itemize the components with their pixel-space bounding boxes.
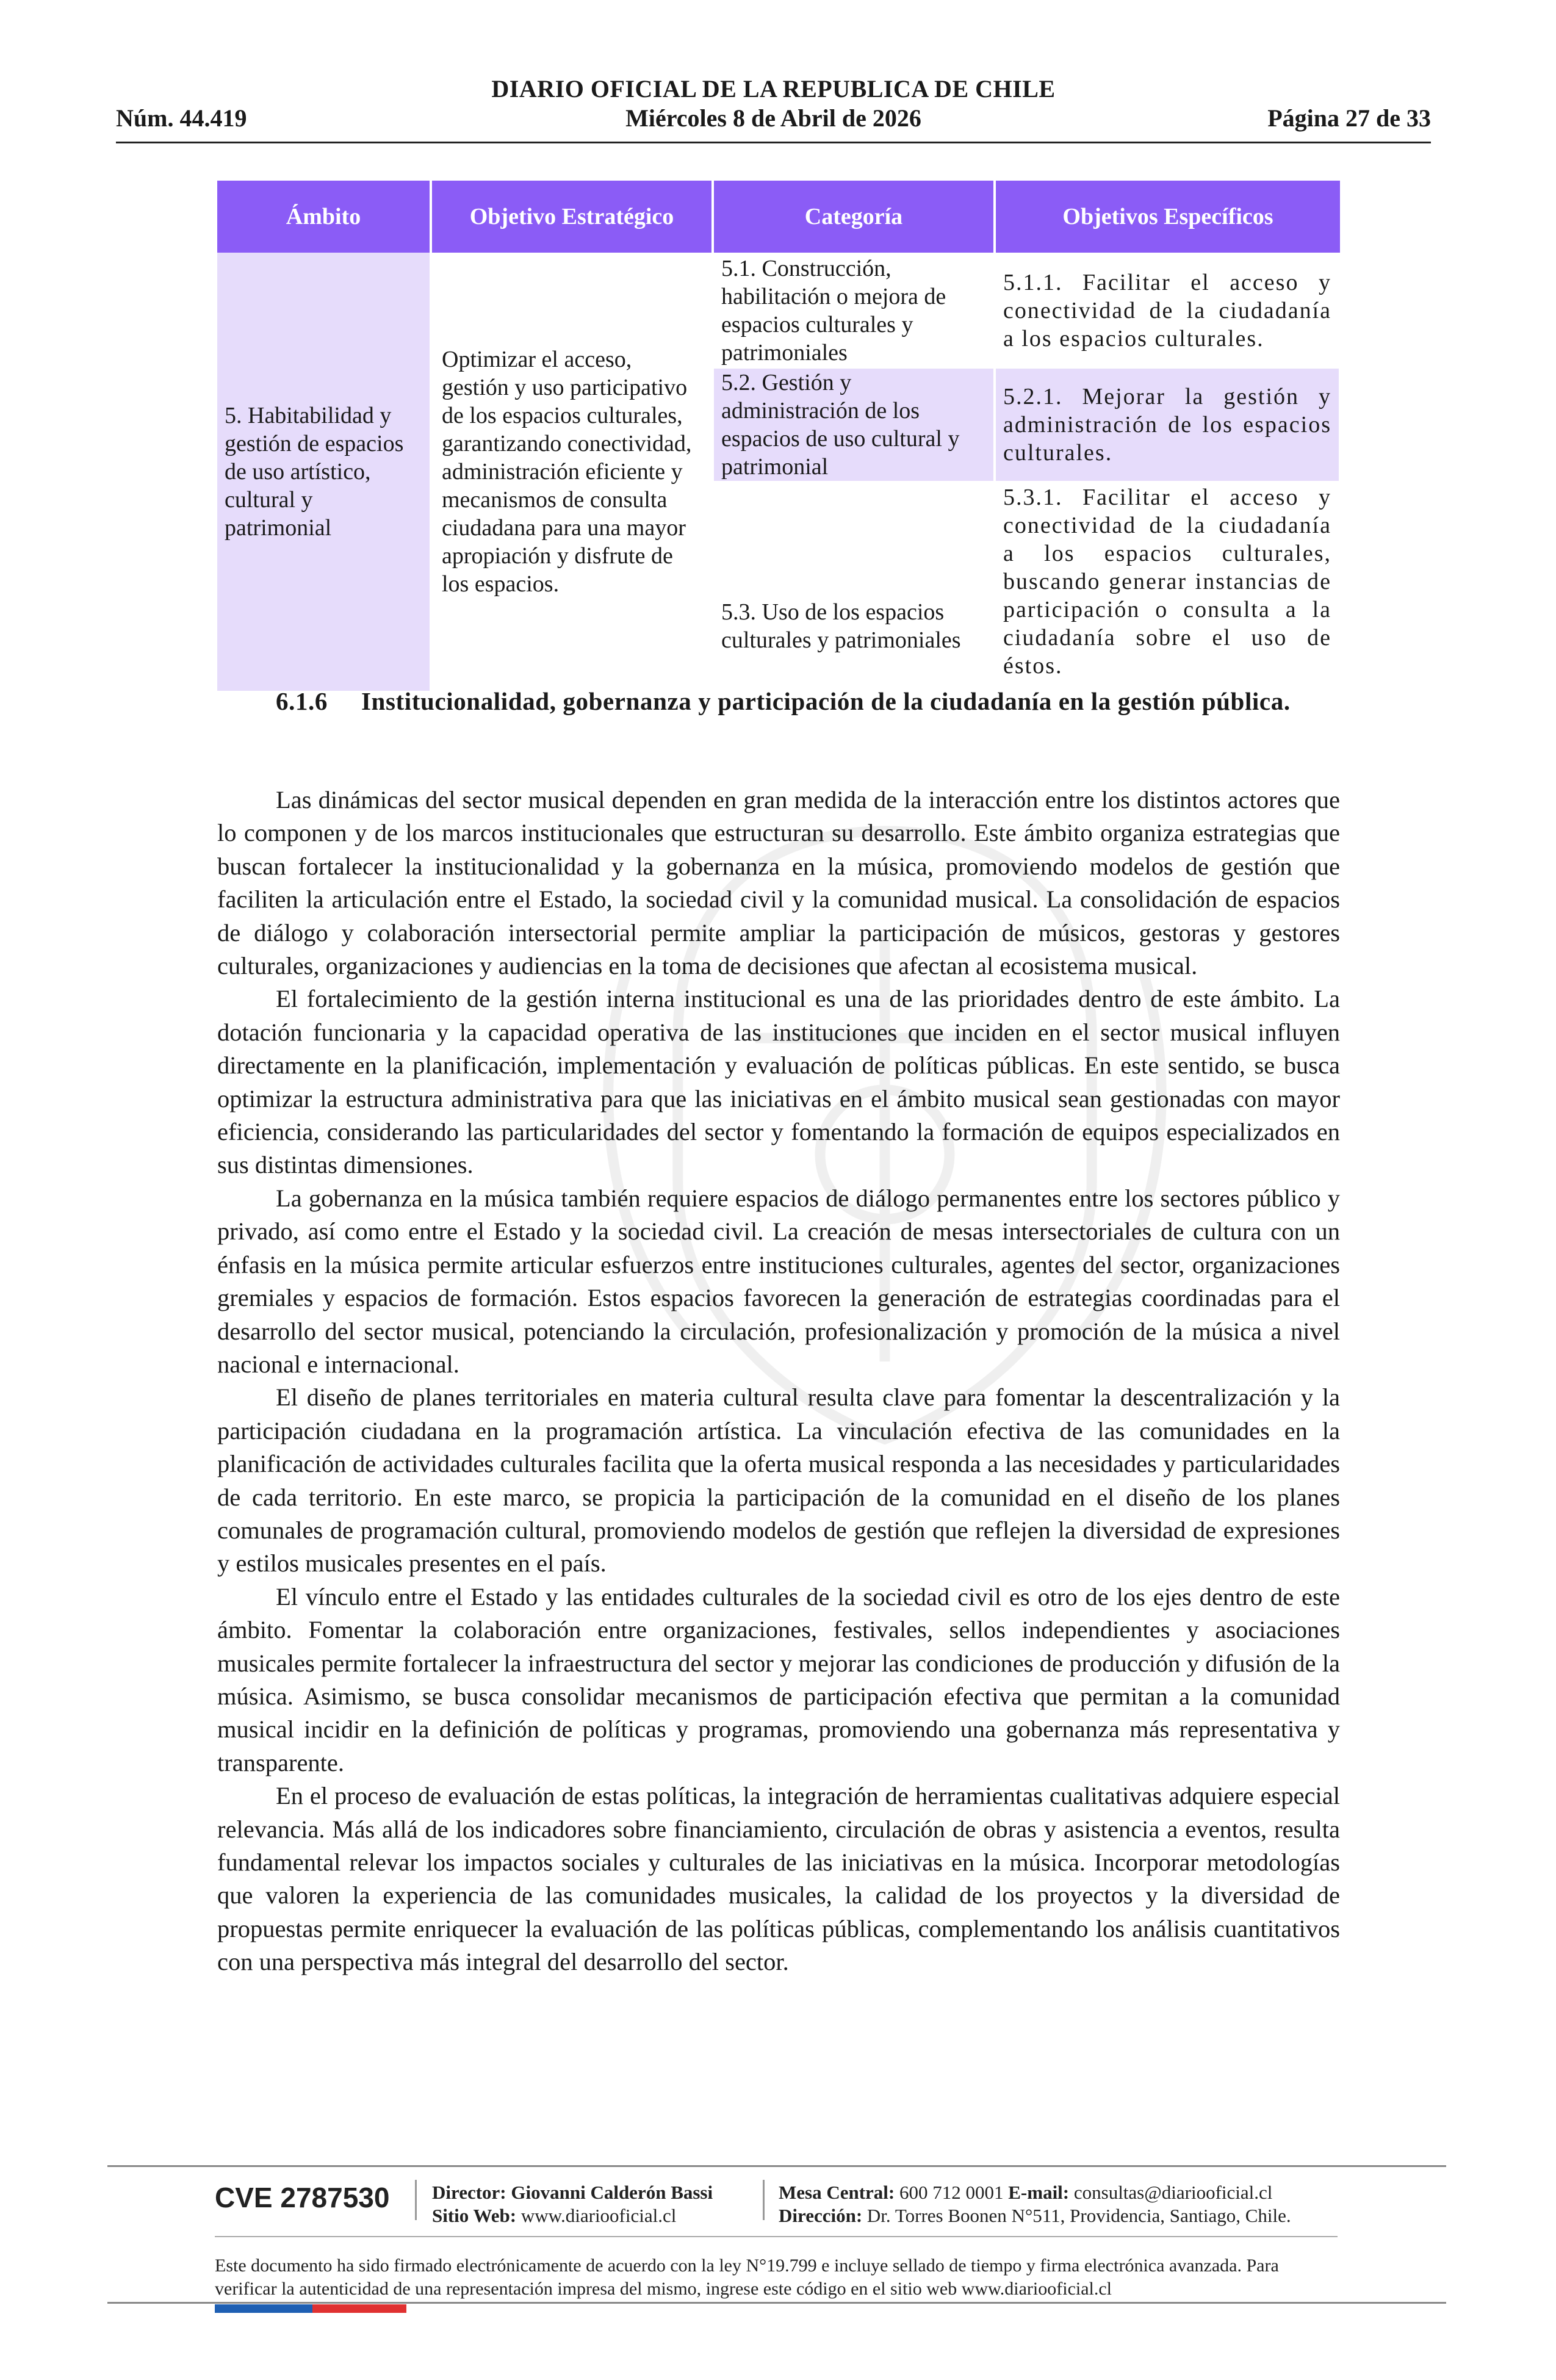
header-divider: [116, 142, 1431, 143]
address-label: Dirección:: [779, 2205, 863, 2226]
footer-divider-bottom: [107, 2302, 1446, 2304]
mesa-phone: 600 712 0001: [899, 2182, 1004, 2203]
section-number: 6.1.6: [276, 687, 328, 715]
page-number: Página 27 de 33: [1267, 104, 1431, 132]
director-name: Giovanni Calderón Bassi: [511, 2182, 713, 2203]
body-text: [217, 784, 1340, 1979]
paragraph: En el proceso de evaluación de estas políticas, la integración de herramientas cualitativas adquiere especial relevancia. Más allá de los indicadores sobre financiamiento, circulación de obras y asistencia a eventos, resulta fundamental relevar los impactos sociales y culturales de las iniciativas en la música. Incorporar metodologías que valoren la experiencia de las comunidades musicales, la calidad de los proyectos y la diversidad de propuestas permite enriquecer la evaluación de las políticas públicas, complementando los análisis cuantitativos con una perspectiva más integral del desarrollo del sector.: [217, 1782, 1340, 1976]
categoria-cell: 5.1. Construcción, habilitación o mejora de espacios culturales y patrimoniales: [713, 253, 995, 369]
table-header-row: [217, 181, 1340, 253]
objetivo-especifico-cell: 5.1.1. Facilitar el acceso y conectividad de la ciudadanía a los espacios culturales.: [995, 253, 1340, 369]
section-title: Institucionalidad, gobernanza y participación de la ciudadanía en la gestión pública.: [361, 687, 1291, 715]
paragraph: Las dinámicas del sector musical dependen en gran medida de la interacción entre los distintos actores que lo componen y de los marcos institucionales que estructuran su desarrollo. Este ámbito organiza estrategias que buscan fortalecer la institucionalidad y la gobernanza en la música, promoviendo modelos de gestión que faciliten la articulación entre el Estado, la sociedad civil y la comunidad musical. La consolidación de espacios de diálogo y colaboración intersectorial permite ampliar la participación de músicos, gestoras y gestores culturales, organizaciones y audiencias en la toma de decisiones que afectan al ecosistema musical.: [217, 786, 1340, 980]
table-row: [217, 253, 1340, 369]
objetivo-estrategico-cell: Optimizar el acceso, gestión y uso participativo de los espacios culturales, garantizando conectividad, administración eficiente y mecanismos de consulta ciudadana para una mayor apropiación y disfrute de los espacios.: [431, 253, 713, 691]
issue-date: Miércoles 8 de Abril de 2026: [625, 104, 921, 132]
column-header-objetivo-estrategico: Objetivo Estratégico: [431, 181, 713, 253]
ambito-cell: 5. Habitabilidad y gestión de espacios de uso artístico, cultural y patrimonial: [217, 253, 431, 691]
email-label: E-mail:: [1008, 2182, 1070, 2203]
footer-contact-block: [779, 2181, 1291, 2227]
web-link[interactable]: www.diariooficial.cl: [520, 2205, 677, 2226]
director-label: Director:: [432, 2182, 506, 2203]
objectives-table: [217, 181, 1341, 691]
paragraph: El fortalecimiento de la gestión interna institucional es una de las prioridades dentro de este ámbito. La dotación funcionaria y la capacidad operativa de las instituciones que inciden en el sector musical influyen directamente en la planificación, implementación y evaluación de políticas públicas. En este sentido, se busca optimizar la estructura administrativa para que las iniciativas en el ámbito musical sean gestionadas con mayor eficiencia, considerando las particularidades del sector y fomentando la formación de equipos especializados en sus distintas dimensiones.: [217, 985, 1340, 1179]
paragraph: El diseño de planes territoriales en materia cultural resulta clave para fomentar la descentralización y la participación ciudadana en la programación artística. La vinculación efectiva de las comunidades en la planificación de actividades culturales facilita que la oferta musical responda a las necesidades y particularidades de cada territorio. En este marco, se propicia la participación de la comunidad en el diseño de los planes comunales de programación cultural, promoviendo modelos de gestión que reflejen la diversidad de expresiones y estilos musicales presentes en el país.: [217, 1383, 1340, 1578]
issue-number: Núm. 44.419: [116, 104, 247, 132]
cve-code: CVE 2787530: [215, 2182, 390, 2213]
flag-bar-red: [312, 2304, 406, 2313]
footer-separator: [415, 2180, 417, 2220]
footer-divider-top: [107, 2165, 1446, 2167]
flag-bar-blue: [215, 2304, 312, 2313]
email-link[interactable]: consultas@diariooficial.cl: [1073, 2182, 1273, 2203]
footer-separator: [763, 2180, 765, 2220]
column-header-ambito: Ámbito: [217, 181, 431, 253]
categoria-cell: 5.3. Uso de los espacios culturales y patrimoniales: [713, 481, 995, 691]
paragraph: La gobernanza en la música también requiere espacios de diálogo permanentes entre los sectores público y privado, así como entre el Estado y la sociedad civil. La creación de mesas intersectoriales de cultura con un énfasis en la música permite articular esfuerzos entre instituciones culturales, agentes del sector, organizaciones gremiales y espacios de formación. Estos espacios favorecen la generación de estrategias coordinadas para el desarrollo del sector musical, potenciando la circulación, profesionalización y promoción de la música a nivel nacional e internacional.: [217, 1184, 1340, 1378]
column-header-objetivos-especificos: Objetivos Específicos: [995, 181, 1340, 253]
section-heading: [217, 683, 1340, 719]
address-value: Dr. Torres Boonen N°511, Providencia, Santiago, Chile.: [866, 2205, 1291, 2226]
categoria-cell: 5.2. Gestión y administración de los espacios de uso cultural y patrimonial: [713, 369, 995, 481]
objetivo-especifico-cell: 5.2.1. Mejorar la gestión y administración de los espacios culturales.: [995, 369, 1340, 481]
mesa-label: Mesa Central:: [779, 2182, 895, 2203]
legal-notice: Este documento ha sido firmado electrónicamente de acuerdo con la ley N°19.799 e incluye sellado de tiempo y firma electrónica avanzada. Para verificar la autenticidad de una representación impresa del mismo, ingrese este código en el sitio web www.diariooficial.cl: [215, 2256, 1279, 2299]
page-header: [116, 74, 1431, 142]
newspaper-title: DIARIO OFICIAL DE LA REPUBLICA DE CHILE: [491, 75, 1056, 103]
paragraph: El vínculo entre el Estado y las entidades culturales de la sociedad civil es otro de los ejes dentro de este ámbito. Fomentar la colaboración entre organizaciones, festivales, sellos independientes y asociaciones musicales permite fortalecer la infraestructura del sector y mejorar las condiciones de producción y difusión de la música. Asimismo, se busca consolidar mecanismos de participación efectiva que permitan a la comunidad musical incidir en la definición de políticas y programas, promoviendo una gobernanza más representativa y transparente.: [217, 1582, 1340, 1776]
web-label: Sitio Web:: [432, 2205, 517, 2226]
column-header-categoria: Categoría: [713, 181, 995, 253]
footer-director-block: [432, 2181, 713, 2227]
footer-divider-middle: [215, 2236, 1338, 2237]
objetivo-especifico-cell: 5.3.1. Facilitar el acceso y conectividad de la ciudadanía a los espacios culturales, buscando generar instancias de participación o consulta a la ciudadanía sobre el uso de éstos.: [995, 481, 1340, 691]
